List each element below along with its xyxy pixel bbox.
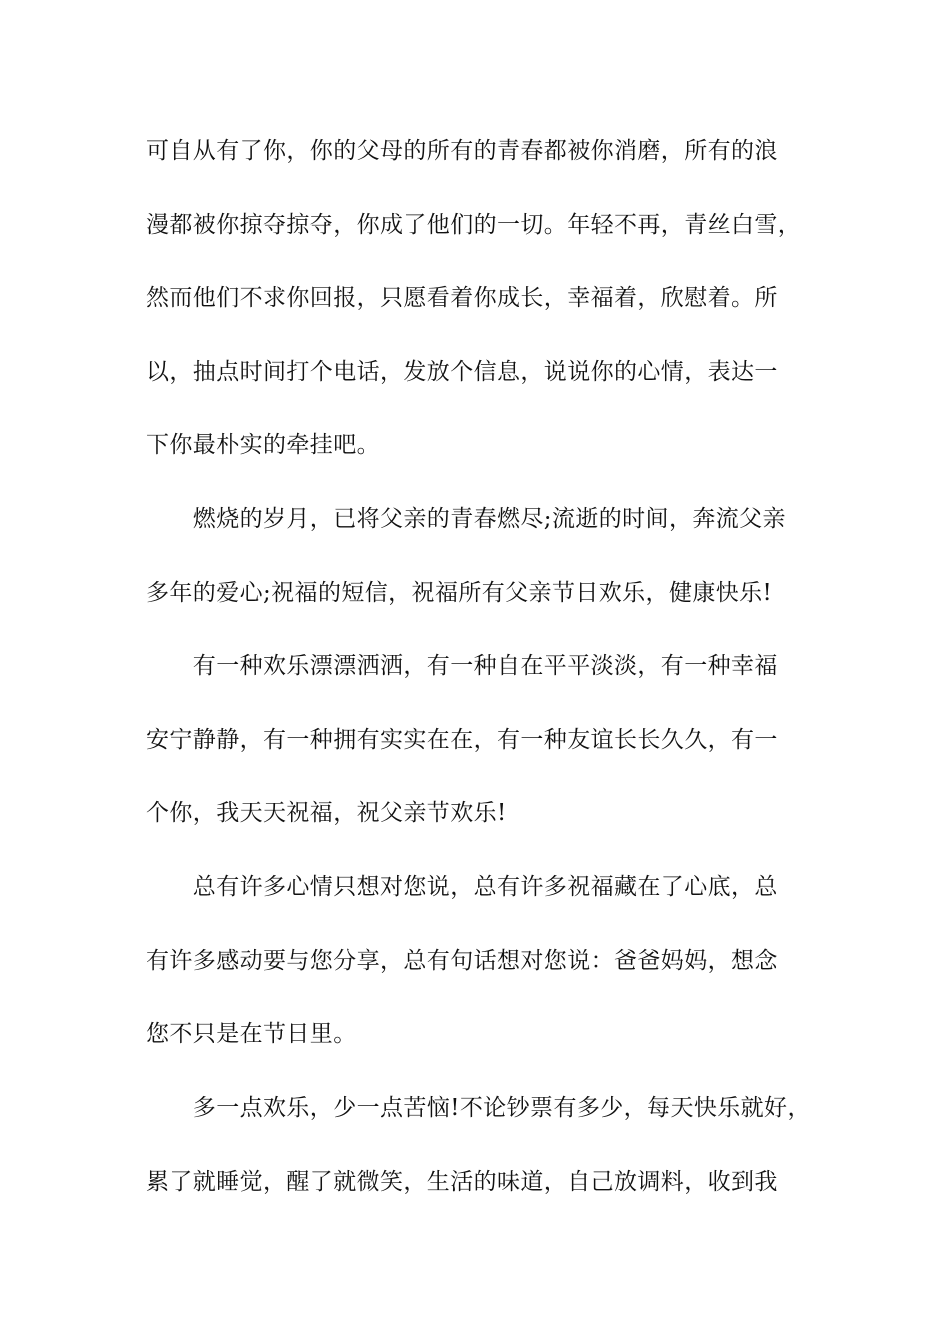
- text-line: 漫都被你掠夺掠夺，你成了他们的一切。年轻不再，青丝白雪，: [146, 211, 802, 238]
- paragraph-5: [146, 1072, 826, 1219]
- text-line: 有许多感动要与您分享，总有句话想对您说：爸爸妈妈，想念: [146, 947, 778, 974]
- text-line: 累了就睡觉，醒了就微笑，生活的味道，自己放调料，收到我: [146, 1168, 778, 1195]
- text-line: 安宁静静，有一种拥有实实在在，有一种友谊长长久久，有一: [146, 726, 778, 753]
- paragraph-4: [146, 851, 826, 1072]
- text-line: 多一点欢乐，少一点苦恼!不论钞票有多少，每天快乐就好，: [146, 1095, 811, 1121]
- paragraph-2: [146, 483, 826, 630]
- paragraph-3: [146, 630, 826, 851]
- text-line: 下你最朴实的牵挂吧。: [146, 432, 380, 458]
- text-line: 然而他们不求你回报，只愿看着你成长，幸福着，欣慰着。所: [146, 285, 778, 311]
- text-line: 有一种欢乐漂漂洒洒，有一种自在平平淡淡，有一种幸福: [146, 653, 778, 679]
- text-line: 您不只是在节日里。: [146, 1021, 357, 1047]
- paragraph-1: [146, 115, 826, 483]
- text-line: 个你，我天天祝福，祝父亲节欢乐!: [146, 800, 507, 826]
- text-line: 可自从有了你，你的父母的所有的青春都被你消磨，所有的浪: [146, 138, 778, 164]
- text-line: 总有许多心情只想对您说，总有许多祝福藏在了心底，总: [146, 874, 778, 900]
- text-line: 多年的爱心;祝福的短信，祝福所有父亲节日欢乐，健康快乐!: [146, 579, 773, 606]
- text-line: 燃烧的岁月，已将父亲的青春燃尽;流逝的时间，奔流父亲: [146, 506, 786, 532]
- text-line: 以，抽点时间打个电话，发放个信息，说说你的心情，表达一: [146, 358, 778, 385]
